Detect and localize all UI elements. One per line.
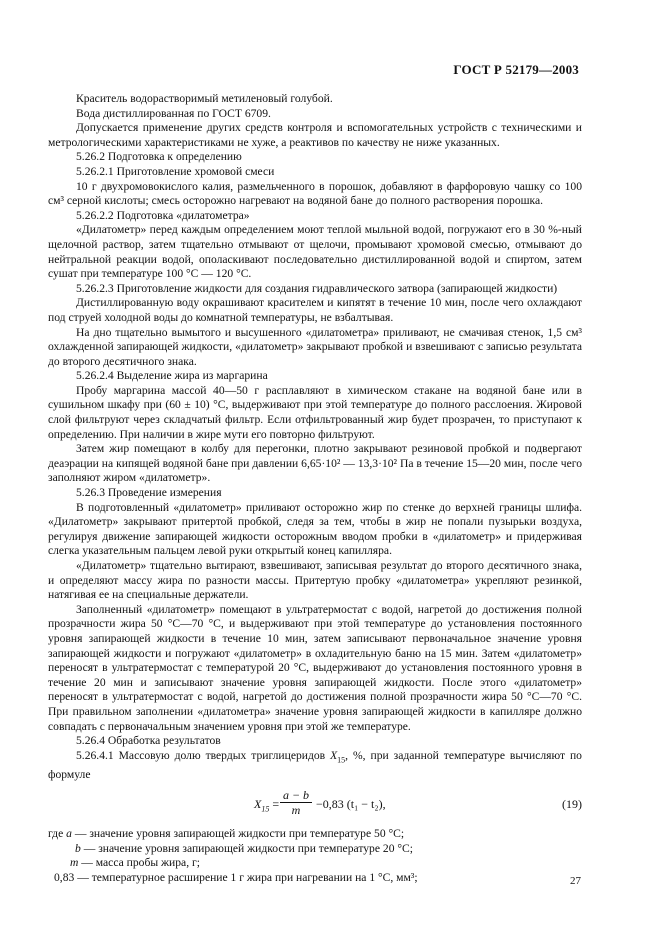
document-body — [48, 92, 582, 886]
paragraph: Допускается применение других средств контроля и вспомогательных устройств с техническими и метрологическими характеристиками не хуже, а реактивов по качеству не ниже указанных. — [48, 121, 582, 149]
paragraph: В подготовленный «дилатометр» приливают осторожно жир по стенке до верхней границы шлифа. «Дилатометр» закрывают притертой пробкой, следя за тем, чтобы в жир не попали пузырьки воздуха, регулируя движение запирающей жидкости осторожным вводом пробки в «дилатометр» и придерживая слегка указательным пальцем левой руки открытый конец капилляра. — [48, 500, 582, 558]
definitions-list — [48, 827, 582, 885]
definition-symbol: 0,83 — [54, 871, 75, 884]
definition-text: — масса пробы жира, г; — [78, 856, 200, 870]
definition-item — [48, 856, 582, 871]
formula-equals: = — [272, 797, 280, 812]
formula-lhs-subscript: 15 — [261, 804, 270, 814]
definition-text: — температурное расширение 1 г жира при нагревании на 1 °С, мм³; — [74, 871, 418, 884]
standard-header: ГОСТ Р 52179—2003 — [453, 62, 579, 77]
definition-symbol: a — [66, 827, 72, 841]
formula-fraction — [280, 788, 312, 817]
section-heading-5-26-2: 5.26.2 Подготовка к определению — [76, 150, 242, 164]
formula-lhs-symbol: X — [254, 797, 262, 812]
definition-item — [48, 842, 582, 857]
formula-intro-paragraph — [48, 749, 582, 783]
formula-lhs — [254, 797, 279, 817]
section-heading-5-26-2-2: 5.26.2.2 Подготовка «дилатометра» — [76, 208, 250, 222]
paragraph: Краситель водорастворимый метиленовый голубой. — [76, 92, 333, 105]
formula-19 — [48, 785, 582, 825]
section-heading-5-26-2-3: 5.26.2.3 Приготовление жидкости для создания гидравлического затвора (запирающей жидкости) — [76, 281, 558, 295]
section-heading-5-26-4: 5.26.4 Обработка результатов — [76, 734, 221, 748]
paragraph: «Дилатометр» перед каждым определением моют теплой мыльной водой, погружают его в 30 %-ный щелочной раствор, затем тщательно отмывают от щелочи, промывают хромовой смесью, отмывают до нейтральной реакции водой, ополаскивают последовательно дистиллированной водой и спиртом, затем сушат при температуре 100 °С — 120 °С. — [48, 223, 582, 281]
section-heading-5-26-3: 5.26.3 Проведение измерения — [76, 486, 222, 500]
paragraph: Затем жир помещают в колбу для перегонки, плотно закрывают резиновой пробкой и подвергают деаэрации на кипящей водяной бане при давлении 6,65·10² — 13,3·10² Па в течение 15—20 мин, после чего заполняют жиром «дилатометр». — [48, 442, 582, 485]
paragraph: 10 г двухромовокислого калия, размельченного в порошок, добавляют в фарфоровую чашку со 100 см³ серной кислоты; смесь осторожно нагревают на водяной бане до полного растворения порошка. — [48, 179, 582, 208]
definition-symbol: b — [75, 841, 81, 855]
intro-text-end: , %, при заданной температуре вычисляют по формуле — [48, 748, 582, 781]
section-heading-5-26-2-4: 5.26.2.4 Выделение жира из маргарина — [76, 369, 268, 383]
definition-text: — значение уровня запирающей жидкости при температуре 20 °С; — [80, 841, 413, 855]
symbol-subscript: 15 — [337, 755, 346, 765]
page-number: 27 — [570, 875, 581, 887]
formula-number: (19) — [562, 797, 582, 812]
formula-numerator: a − b — [280, 788, 312, 803]
definition-item — [48, 871, 582, 886]
paragraph: Заполненный «дилатометр» помещают в ультратермостат с водой, нагретой до достижения полной прозрачности жира 50 °С—70 °С, и выдерживают при этой температуре до установления постоянного уровня запирающей жидкости в течение 10 мин, затем записывают первоначальное значение уровня запирающей жидкости и погружают «дилатометр» в охладительную баню на 15 мин. Затем «дилатометр» переносят в ультратермостат с температурой 20 °С, выдерживают до установления постоянного уровня в течение 20 мин и записывают значение уровня запирающей жидкости. После этого «дилатометр» переносят в ультратермостат с водой, нагретой до достижения полной прозрачности жира 50 °С—70 °С. При правильном заполнении «дилатометра» значение уровня запирающей жидкости в капилляре должно совпадать с первоначальным значением уровня при этой же температуре. — [48, 602, 582, 733]
paragraph: «Дилатометр» тщательно вытирают, взвешивают, записывая результат до второго десятичного знака, и определяют массу жира по разности массы. Притертую пробку «дилатометра» укрепляют резинкой, натягивая ее на специальные держатели. — [48, 559, 582, 602]
definition-item — [48, 827, 582, 842]
definition-symbol: m — [70, 856, 79, 870]
section-heading-5-26-2-1: 5.26.2.1 Приготовление хромовой смеси — [76, 164, 275, 178]
paragraph: Вода дистиллированная по ГОСТ 6709. — [76, 106, 271, 120]
paragraph: Пробу маргарина массой 40—50 г расплавляют в химическом стакане на водяной бане или в сушильном шкафу при (60 ± 10) °С, выдерживают при этой температуре до полного расслоения. Жировой слой фильтруют через складчатый фильтр. Если отфильтрованный жир будет прозрачен, то приступают к определению. При наличии в жире мути его повторно фильтруют. — [48, 383, 582, 441]
intro-text: 5.26.4.1 Массовую долю твердых триглицеридов — [76, 748, 331, 762]
symbol-x: X — [330, 748, 338, 762]
definition-prefix: где — [48, 827, 67, 841]
formula-denominator: m — [291, 803, 301, 818]
paragraph: Дистиллированную воду окрашивают красителем и кипятят в течение 10 мин, после чего охлаждают под струей холодной воды до комнатной температуры, не взбалтывая. — [48, 296, 582, 324]
formula-rhs: −0,83 (t₁ − t₂), — [316, 797, 386, 812]
definition-text: — значение уровня запирающей жидкости при температуре 50 °С; — [71, 827, 405, 841]
paragraph: На дно тщательно вымытого и высушенного «дилатометра» приливают, не смачивая стенок, 1,5 см³ охлажденной запирающей жидкости, «дилатометр» закрывают пробкой и взвешивают с записью результата до второго десятичного знака. — [48, 325, 582, 368]
